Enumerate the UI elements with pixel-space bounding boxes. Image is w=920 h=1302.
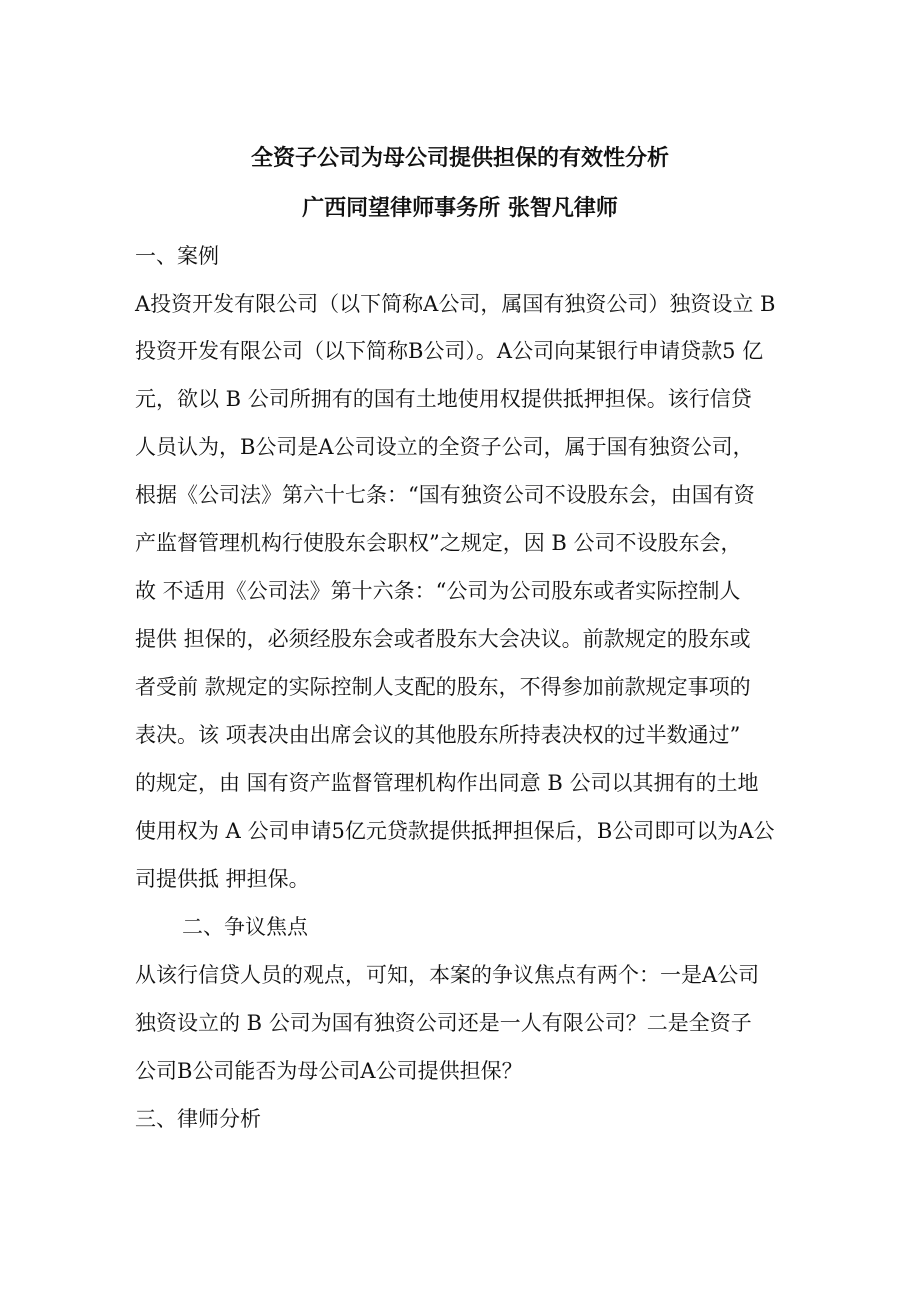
document-title: 全资子公司为母公司提供担保的有效性分析 [250, 145, 669, 171]
section-heading-analysis: 三、律师分析 [135, 1107, 261, 1131]
case-line: A投资开发有限公司（以下简称A公司，属国有独资公司）独资设立 B [135, 292, 776, 316]
section-heading-dispute: 二、争议焦点 [182, 915, 308, 939]
case-line: 根据《公司法》第六十七条：“国有独资公司不设股东会，由国有资 [135, 483, 755, 507]
case-line: 司提供抵 押担保。 [135, 867, 310, 891]
dispute-line: 独资设立的 B 公司为国有独资公司还是一人有限公司？二是全资子 [135, 1011, 752, 1035]
case-line: 提供 担保的，必须经股东会或者股东大会决议。前款规定的股东或 [135, 627, 751, 651]
case-line: 人员认为，B公司是A公司设立的全资子公司，属于国有独资公司， [135, 435, 754, 459]
case-line: 使用权为 A 公司申请5亿元贷款提供抵押担保后，B公司即可以为A公 [135, 819, 775, 843]
dispute-line: 公司B公司能否为母公司A公司提供担保？ [135, 1059, 523, 1083]
case-line: 投资开发有限公司（以下简称B公司）。A公司向某银行申请贷款5 亿 [135, 339, 764, 363]
case-line: 表决。该 项表决由出席会议的其他股东所持表决权的过半数通过” [135, 723, 741, 747]
case-line: 者受前 款规定的实际控制人支配的股东，不得参加前款规定事项的 [135, 675, 751, 699]
case-line: 产监督管理机构行使股东会职权”之规定，因 B 公司不设股东会， [135, 531, 742, 555]
case-line: 的规定，由 国有资产监督管理机构作出同意 B 公司以其拥有的土地 [135, 771, 759, 795]
case-line: 元，欲以 B 公司所拥有的国有土地使用权提供抵押担保。该行信贷 [135, 387, 752, 411]
case-line: 故 不适用《公司法》第十六条：“公司为公司股东或者实际控制人 [135, 579, 741, 603]
dispute-line: 从该行信贷人员的观点，可知，本案的争议焦点有两个：一是A公司 [135, 963, 760, 987]
section-heading-case: 一、案例 [135, 244, 219, 268]
document-author: 广西同望律师事务所 张智凡律师 [302, 195, 618, 221]
